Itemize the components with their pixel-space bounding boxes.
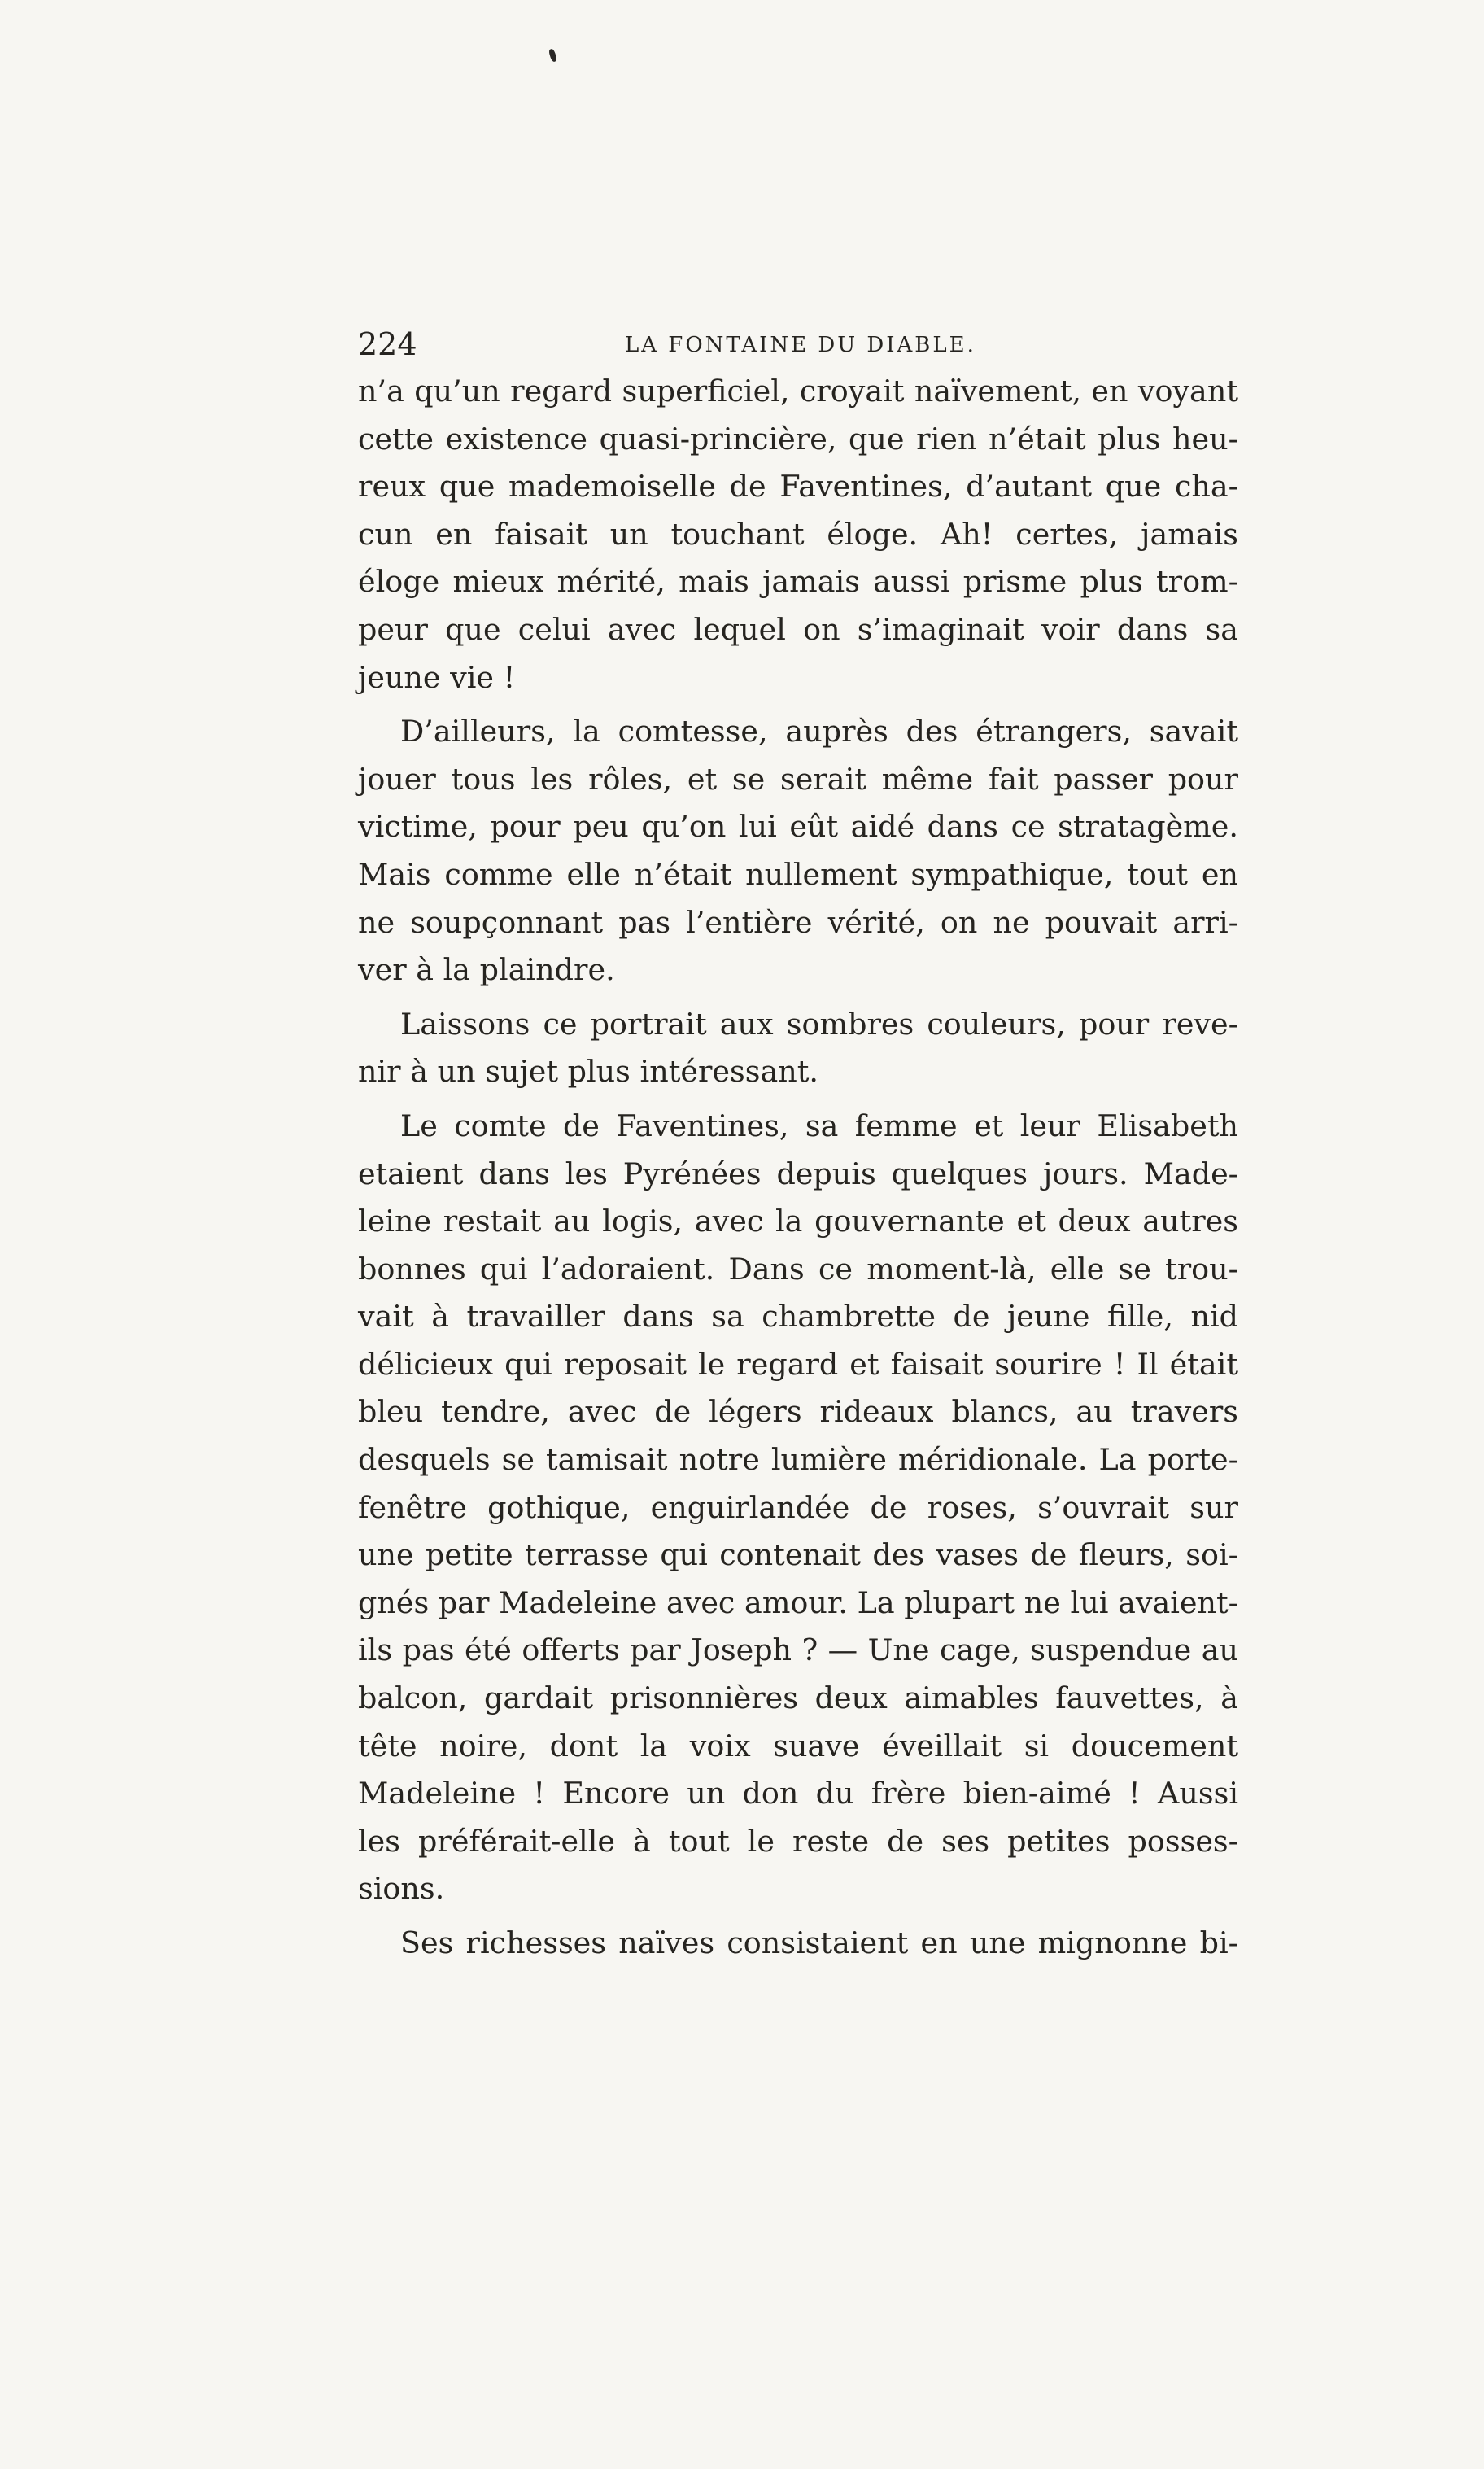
paragraph [358, 1920, 1238, 1968]
ink-speck [548, 48, 558, 62]
text-line: leine restait au logis, avec la gouvernante et deux autres [358, 1204, 1238, 1239]
page-number: 224 [358, 326, 417, 362]
paragraph [358, 368, 1238, 701]
text-line: Ses richesses naïves consistaient en une mignonne bi- [400, 1925, 1238, 1960]
page-header [358, 324, 1238, 365]
text-line: D’ailleurs, la comtesse, auprès des étrangers, savait [400, 714, 1238, 749]
text-line: balcon, gardait prisonnières deux aimables fauvettes, à [358, 1680, 1238, 1716]
text-line: reux que mademoiselle de Faventines, d’autant que cha- [358, 469, 1238, 505]
text-line: Mais comme elle n’était nullement sympathique, tout en [358, 856, 1238, 892]
text-line: une petite terrasse qui contenait des vases de fleurs, soi- [358, 1537, 1238, 1573]
text-line: éloge mieux mérité, mais jamais aussi prisme plus trom- [358, 564, 1238, 600]
text-line: ils pas été offerts par Joseph ? — Une cage, suspendue au [358, 1632, 1238, 1668]
text-line: peur que celui avec lequel on s’imaginait voir dans sa [358, 611, 1238, 647]
text-body [358, 368, 1238, 1968]
text-line: cun en faisait un touchant éloge. Ah! certes, jamais [358, 516, 1238, 552]
text-line: vait à travailler dans sa chambrette de jeune fille, nid [358, 1299, 1238, 1335]
text-line: bleu tendre, avec de légers rideaux blancs, au travers [358, 1394, 1238, 1430]
text-line: ver à la plaindre. [358, 952, 615, 988]
text-line: Le comte de Faventines, sa femme et leur Elisabeth [400, 1108, 1238, 1143]
text-line: bonnes qui l’adoraient. Dans ce moment-là, elle se trou- [358, 1251, 1238, 1287]
text-line: jouer tous les rôles, et se serait même fait passer pour [358, 761, 1238, 797]
paragraph [358, 1001, 1238, 1096]
text-line: n’a qu’un regard superficiel, croyait naïvement, en voyant [358, 374, 1238, 409]
paragraph [358, 1103, 1238, 1913]
text-line: etaient dans les Pyrénées depuis quelques jours. Made- [358, 1156, 1238, 1191]
text-line: Laissons ce portrait aux sombres couleurs, pour reve- [400, 1006, 1238, 1042]
text-line: jeune vie ! [358, 659, 516, 695]
running-title: LA FONTAINE DU DIABLE. [625, 333, 976, 357]
paragraph [358, 708, 1238, 994]
text-line: nir à un sujet plus intéressant. [358, 1054, 819, 1090]
text-line: Madeleine ! Encore un don du frère bien-aimé ! Aussi [358, 1776, 1238, 1811]
text-line: gnés par Madeleine avec amour. La plupart ne lui avaient- [358, 1584, 1238, 1620]
text-line: fenêtre gothique, enguirlandée de roses, s’ouvrait sur [358, 1489, 1238, 1525]
text-line: ne soupçonnant pas l’entière vérité, on ne pouvait arri- [358, 904, 1238, 940]
text-line: sions. [358, 1871, 445, 1907]
text-line: victime, pour peu qu’on lui eût aidé dans ce stratagème. [358, 809, 1238, 845]
text-line: cette existence quasi-princière, que rien n’était plus heu- [358, 421, 1238, 457]
text-line: tête noire, dont la voix suave éveillait si doucement [358, 1728, 1238, 1763]
text-line: les préférait-elle à tout le reste de ses petites posses- [358, 1823, 1238, 1859]
text-line: desquels se tamisait notre lumière méridionale. La porte- [358, 1442, 1238, 1478]
text-line: délicieux qui reposait le regard et faisait sourire ! Il était [358, 1346, 1238, 1382]
